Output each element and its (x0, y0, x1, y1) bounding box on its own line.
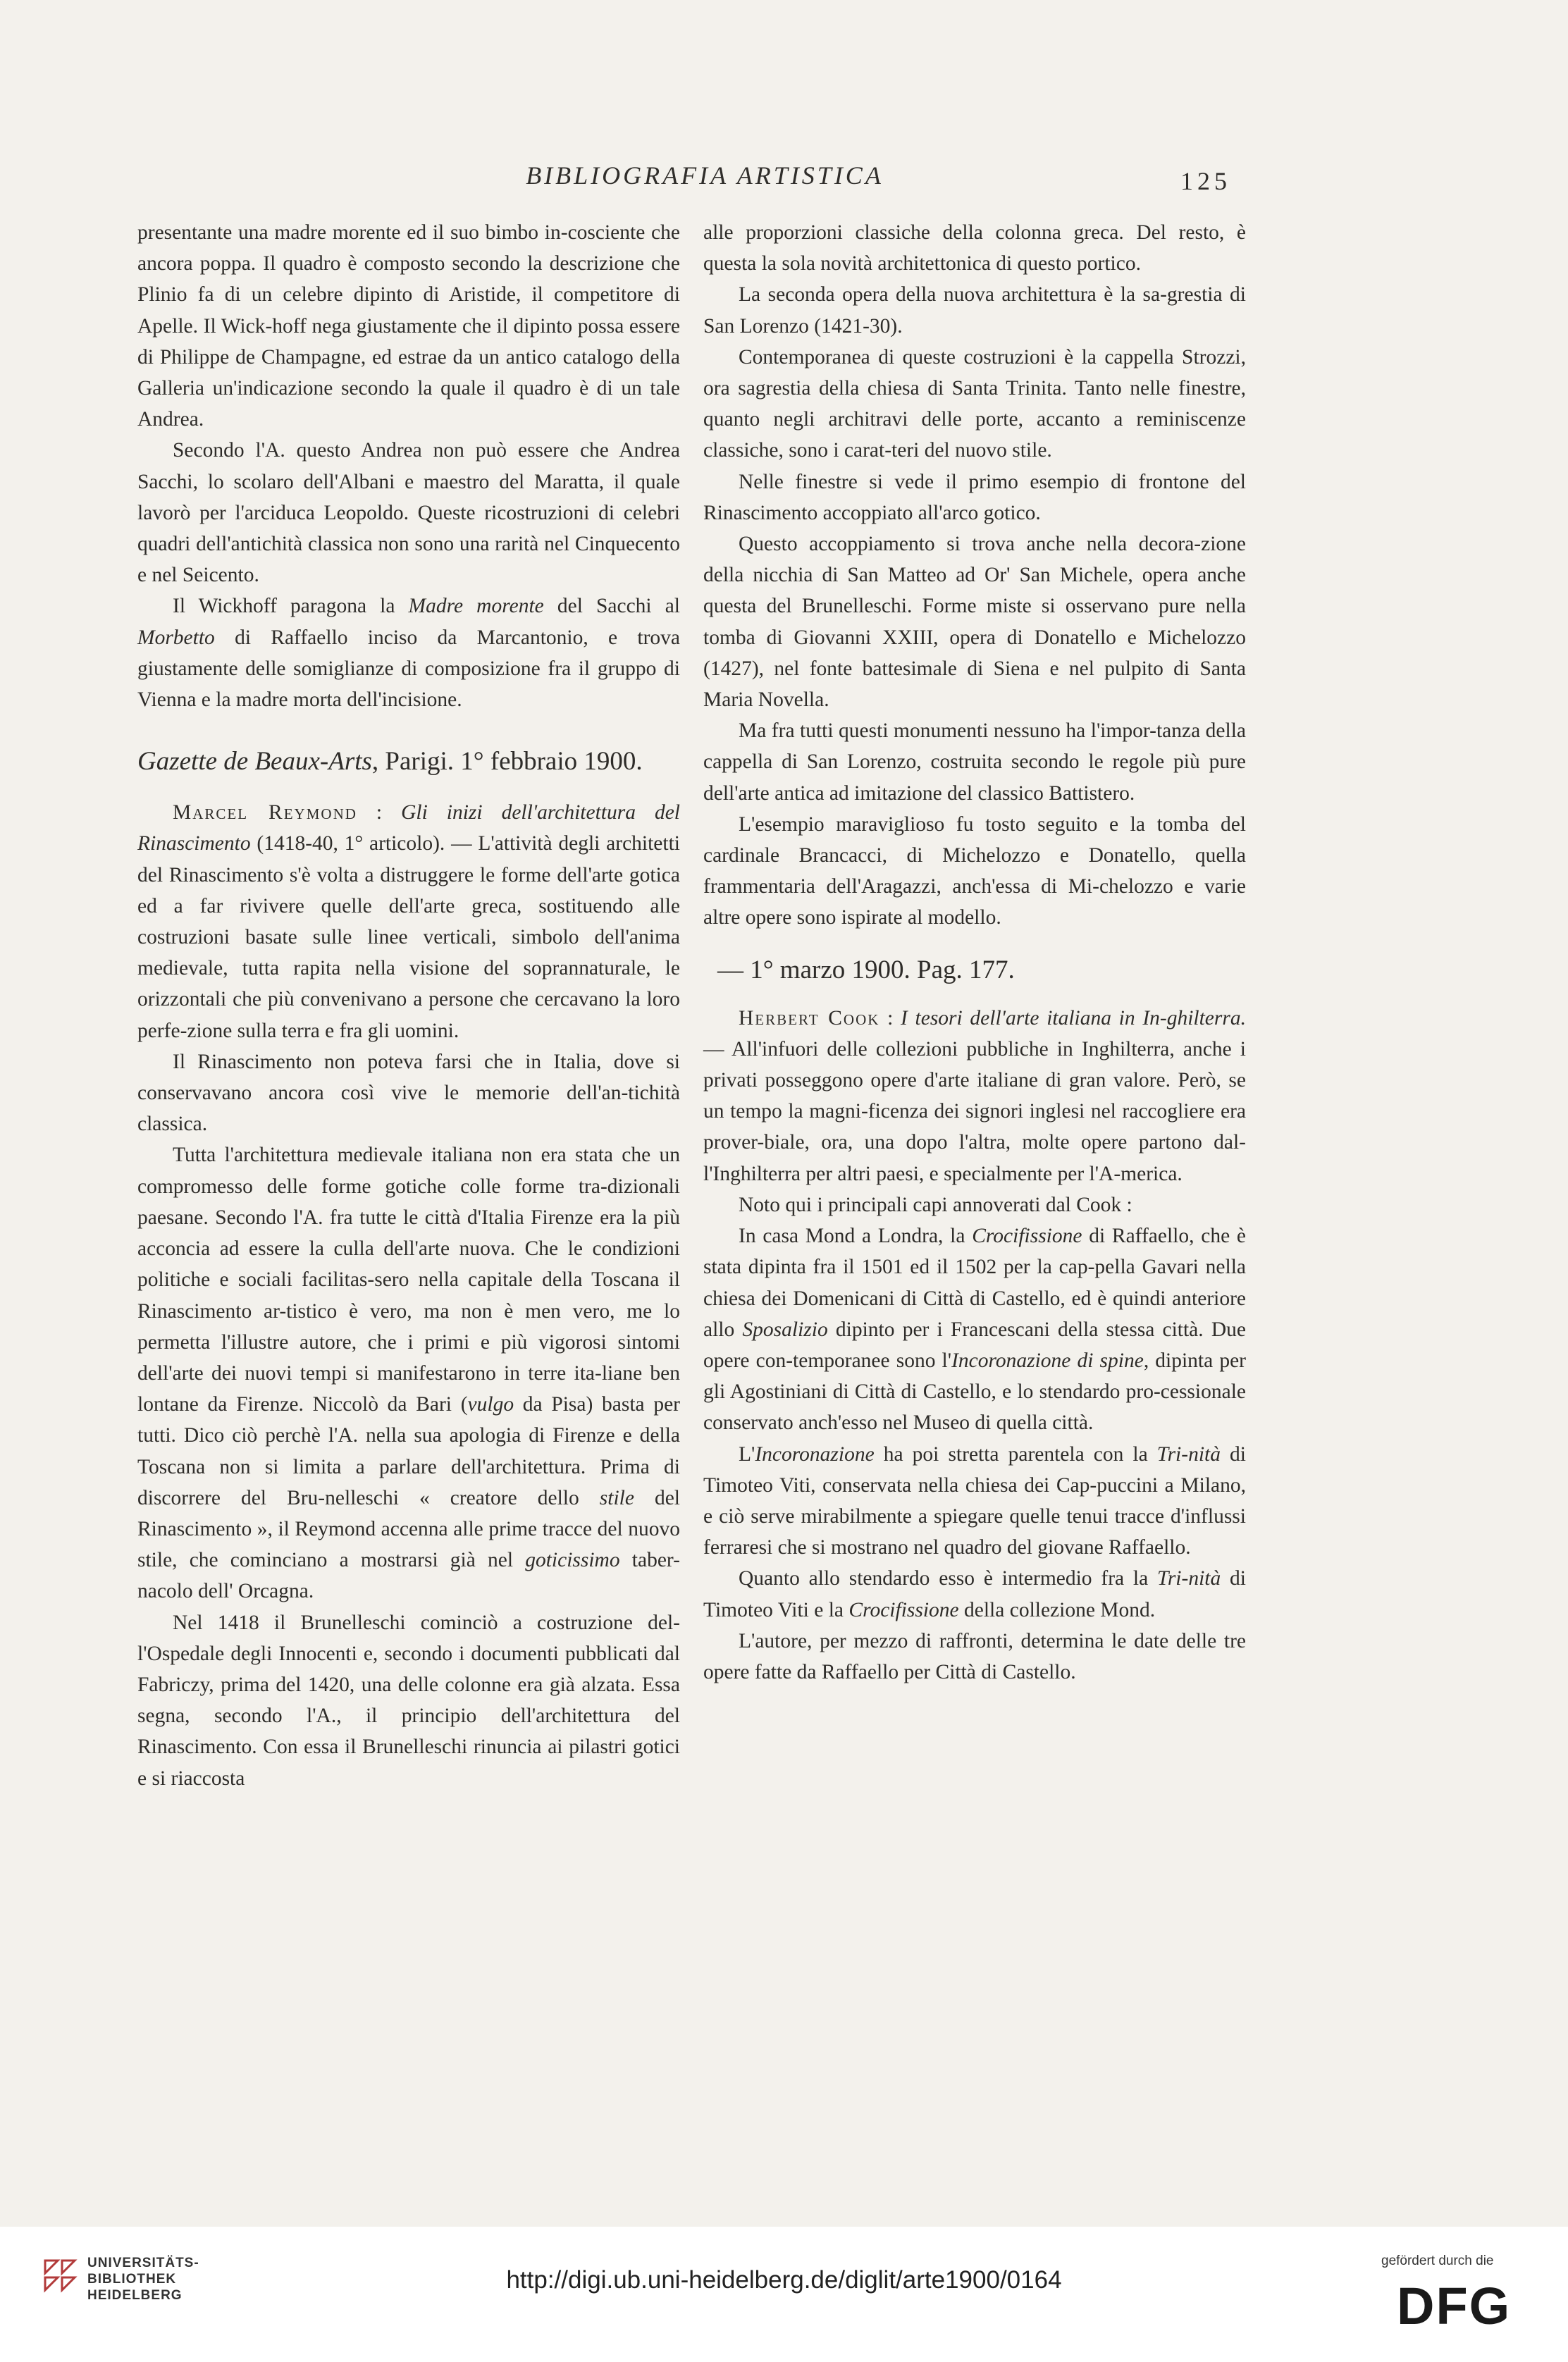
text-run: taber-nacolo dell' Orcagna. (137, 1549, 680, 1603)
page-number: 125 (1180, 167, 1231, 195)
text-run: (1418-40, 1° articolo). — L'attività degli architetti del Rinascimento s'è volta a distruggere le forme dell'arte gotica ed a far rivivere quelle dell'arte greca, sostituendo alle costruzioni basate sulle linee verticali, simbolo dell'anima medievale, tutta rapita nella visione del soprannaturale, le orizzontali che più convenivano a persone che cercavano la loro perfe-zione sulla terra e fra gli uomini. (137, 832, 680, 1042)
digitization-footer (0, 2227, 1568, 2362)
text-run: del Rinascimento », il Reymond accenna alle prime tracce del nuovo stile, che cominciano a mostrarsi già nel (137, 1486, 681, 1572)
paragraph: Secondo l'A. questo Andrea non può essere che Andrea Sacchi, lo scolaro dell'Albani e maestro del Maratta, il quale lavorò per l'arciduca Leopoldo. Queste ricostruzioni di celebri quadri dell'antichità classica non sono una rarità nel Cinquecento e nel Seicento. (137, 439, 680, 587)
paragraph (137, 590, 680, 715)
section-heading: — 1° marzo 1900. Pag. 177. (717, 955, 1015, 984)
text-run: del Sacchi al (543, 595, 680, 618)
text-run: L' (739, 1442, 755, 1466)
right-column (703, 217, 1246, 1688)
text-run: di Timoteo Viti, conservata nella chiesa dei Cap-puccini a Milano, e ciò serve mirabilmente a spiegare quelle tenui tracce d'influssi ferraresi che si mostrano nel quadro del giovane Raffaello. (703, 1442, 1246, 1559)
italic-title: Crocifissione (972, 1225, 1082, 1248)
paragraph: presentante una madre morente ed il suo bimbo in-cosciente che ancora poppa. Il quadro è composto secondo la descrizione che Plinio fa di un celebre dipinto di Aristide, il competitore di Apelle. Il Wick-hoff nega giustamente che il dipinto possa essere di Philippe de Champagne, ed estrae da un antico catalogo della Galleria un'indicazione secondo la quale il quadro è di un tale Andrea. (137, 221, 680, 431)
text-run: di Timoteo Viti e la (703, 1567, 1246, 1621)
author-name: Herbert Cook (739, 1006, 880, 1029)
italic-title: Madre morente (408, 595, 544, 618)
text-run: ha poi stretta parentela con la (874, 1442, 1157, 1466)
running-head: BIBLIOGRAFIA ARTISTICA (526, 161, 884, 190)
italic-word: stile (599, 1486, 634, 1509)
text-run: della collezione Mond. (958, 1598, 1156, 1621)
permalink[interactable]: http://digi.ub.uni-heidelberg.de/diglit/arte1900/0164 (506, 2266, 1062, 2294)
paragraph: Ma fra tutti questi monumenti nessuno ha l'impor-tanza della cappella di San Lorenzo, costruita secondo le regole più pure dell'arte antica ad imitazione del classico Battistero. (703, 719, 1246, 805)
separator: : (879, 1006, 901, 1029)
text-run: In casa Mond a Londra, la (739, 1225, 973, 1248)
paragraph: Nelle finestre si vede il primo esempio di frontone del Rinascimento accoppiato all'arco gotico. (703, 470, 1246, 524)
paragraph: L'autore, per mezzo di raffronti, determina le date delle tre opere fatte da Raffaello per Città di Castello. (703, 1629, 1246, 1683)
paragraph: Il Rinascimento non poteva farsi che in Italia, dove si conservavano ancora così vive le memorie dell'an-tichità classica. (137, 1050, 680, 1136)
article-title: I tesori dell'arte italiana in In-ghilterra. (901, 1006, 1246, 1029)
text-run: Quanto allo stendardo esso è intermedio fra la (739, 1567, 1158, 1590)
review-entry (137, 797, 680, 1046)
italic-title: Tri-nità (1156, 1442, 1221, 1466)
text-run: da Pisa) basta per tutti. Dico ciò perchè l'A. nella sua apologia di Firenze e della Toscana non si limita a parlare dell'architettura. Prima di discorrere del Bru-nelleschi « creatore dello (137, 1393, 680, 1509)
text-run: di Raffaello inciso da Marcantonio, e trova giustamente delle somiglianze di composizione fra il gruppo di Vienna e la madre morta dell'incisione. (137, 626, 680, 712)
journal-title: Gazette de Beaux-Arts (137, 747, 372, 777)
paragraph: La seconda opera della nuova architettura è la sa-grestia di San Lorenzo (1421-30). (703, 283, 1246, 338)
paragraph (703, 1563, 1246, 1625)
dfg-logo: DFG (1397, 2277, 1512, 2335)
italic-title: Incoronazione di spine (951, 1349, 1144, 1372)
italic-title: Sposalizio (742, 1318, 828, 1341)
library-name-line: HEIDELBERG (87, 2288, 183, 2303)
paragraph: Contemporanea di queste costruzioni è la cappella Strozzi, ora sagrestia della chiesa di Santa Trinita. Tanto nelle finestre, quanto negli architravi delle porte, accanto a reminiscenze classiche, sono i carat-teri del nuovo stile. (703, 345, 1246, 462)
italic-title: Crocifissione (848, 1598, 959, 1621)
paragraph: alle proporzioni classiche della colonna greca. Del resto, è questa la sola novità architettonica di questo portico. (703, 221, 1246, 276)
italic-word: vulgo (467, 1393, 514, 1416)
italic-title: Morbetto (137, 626, 215, 649)
paragraph: Questo accoppiamento si trova anche nella decora-zione della nicchia di San Matteo ad Or' San Michele, opera anche questa del Brunelleschi. Forme miste si osservano pure nella tomba di Giovanni XXIII, opera di Donatello e Michelozzo (1427), nel fonte battesimale di Siena e nel pulpito di Santa Maria Novella. (703, 533, 1246, 712)
section-heading (137, 745, 680, 779)
paragraph: Nel 1418 il Brunelleschi cominciò a costruzione del-l'Ospedale degli Innocenti e, secondo i documenti pubblicati dal Fabriczy, prima del 1420, una delle colonne era già alzata. Essa segna, secondo l'A., il principio dell'architettura del Rinascimento. Con essa il Brunelleschi rinuncia ai pilastri gotici e si riaccosta (137, 1611, 680, 1790)
text-run: di Raffaello, che è stata dipinta fra il 1501 ed il 1502 per la cap-pella Gavari nella chiesa dei Domenicani di Città di Castello, ed è quindi anteriore allo (703, 1225, 1246, 1341)
issue-date: , Parigi. 1° febbraio 1900. (371, 747, 643, 777)
text-run: , dipinta per gli Agostiniani di Città di Castello, e lo stendardo pro-cessionale conservato anch'esso nel Museo di quella città. (703, 1349, 1246, 1435)
paragraph (703, 1220, 1246, 1438)
text-run: — All'infuori delle collezioni pubbliche in Inghilterra, anche i privati posseggono opere d'arte italiane di gran valore. Però, se un tempo la magni-ficenza dei signori inglesi nel raccogliere era prover-biale, ora, una dopo l'altra, molte opere partono dal-l'Inghilterra per altri paesi, e specialmente per l'A-merica. (703, 1037, 1246, 1185)
article-title: Gli inizi dell'architettura del Rinascimento (137, 801, 681, 855)
funded-by-label: gefördert durch die (1381, 2253, 1494, 2268)
text-run: Tutta l'architettura medievale italiana non era stata che un compromesso delle forme gotiche colle forme tra-dizionali paesane. Secondo l'A. fra tutte le città d'Italia Firenze era la più acconcia ad essere la culla dell'arte nuova. Che le condizioni politiche e sociali facilitas-sero nella capitale della Toscana il Rinascimento ar-tistico è vero, ma non è men vero, me lo permetta l'illustre autore, che i primi e più vigorosi sintomi dell'arte dei nuovi tempi si manifestarono in terre ita-liane ben lontane da Firenze. Niccolò da Bari ( (137, 1144, 680, 1416)
paragraph (137, 1139, 680, 1607)
italic-title: Incoronazione (755, 1442, 875, 1466)
text-run: dipinto per i Francescani della stessa città. Due opere con-temporanee sono l' (703, 1318, 1246, 1372)
paragraph: L'esempio maraviglioso fu tosto seguito e la tomba del cardinale Brancacci, di Michelozzo e Donatello, quella frammentaria dell'Aragazzi, anch'essa di Mi-chelozzo e varie altre opere sono ispirate al modello. (703, 812, 1246, 929)
italic-title: Tri-nità (1157, 1567, 1221, 1590)
separator: : (357, 801, 402, 824)
library-name-line: BIBLIOTHEK (87, 2272, 177, 2287)
left-column (137, 217, 680, 1794)
library-name-line: UNIVERSITÄTS- (87, 2256, 199, 2270)
author-name: Marcel Reymond (173, 801, 357, 824)
paragraph (703, 1439, 1246, 1564)
text-run: Il Wickhoff paragona la (173, 595, 409, 618)
paragraph: Noto qui i principali capi annoverati dal Cook : (739, 1193, 1132, 1216)
review-entry (703, 1003, 1246, 1189)
italic-word: goticissimo (525, 1549, 620, 1572)
